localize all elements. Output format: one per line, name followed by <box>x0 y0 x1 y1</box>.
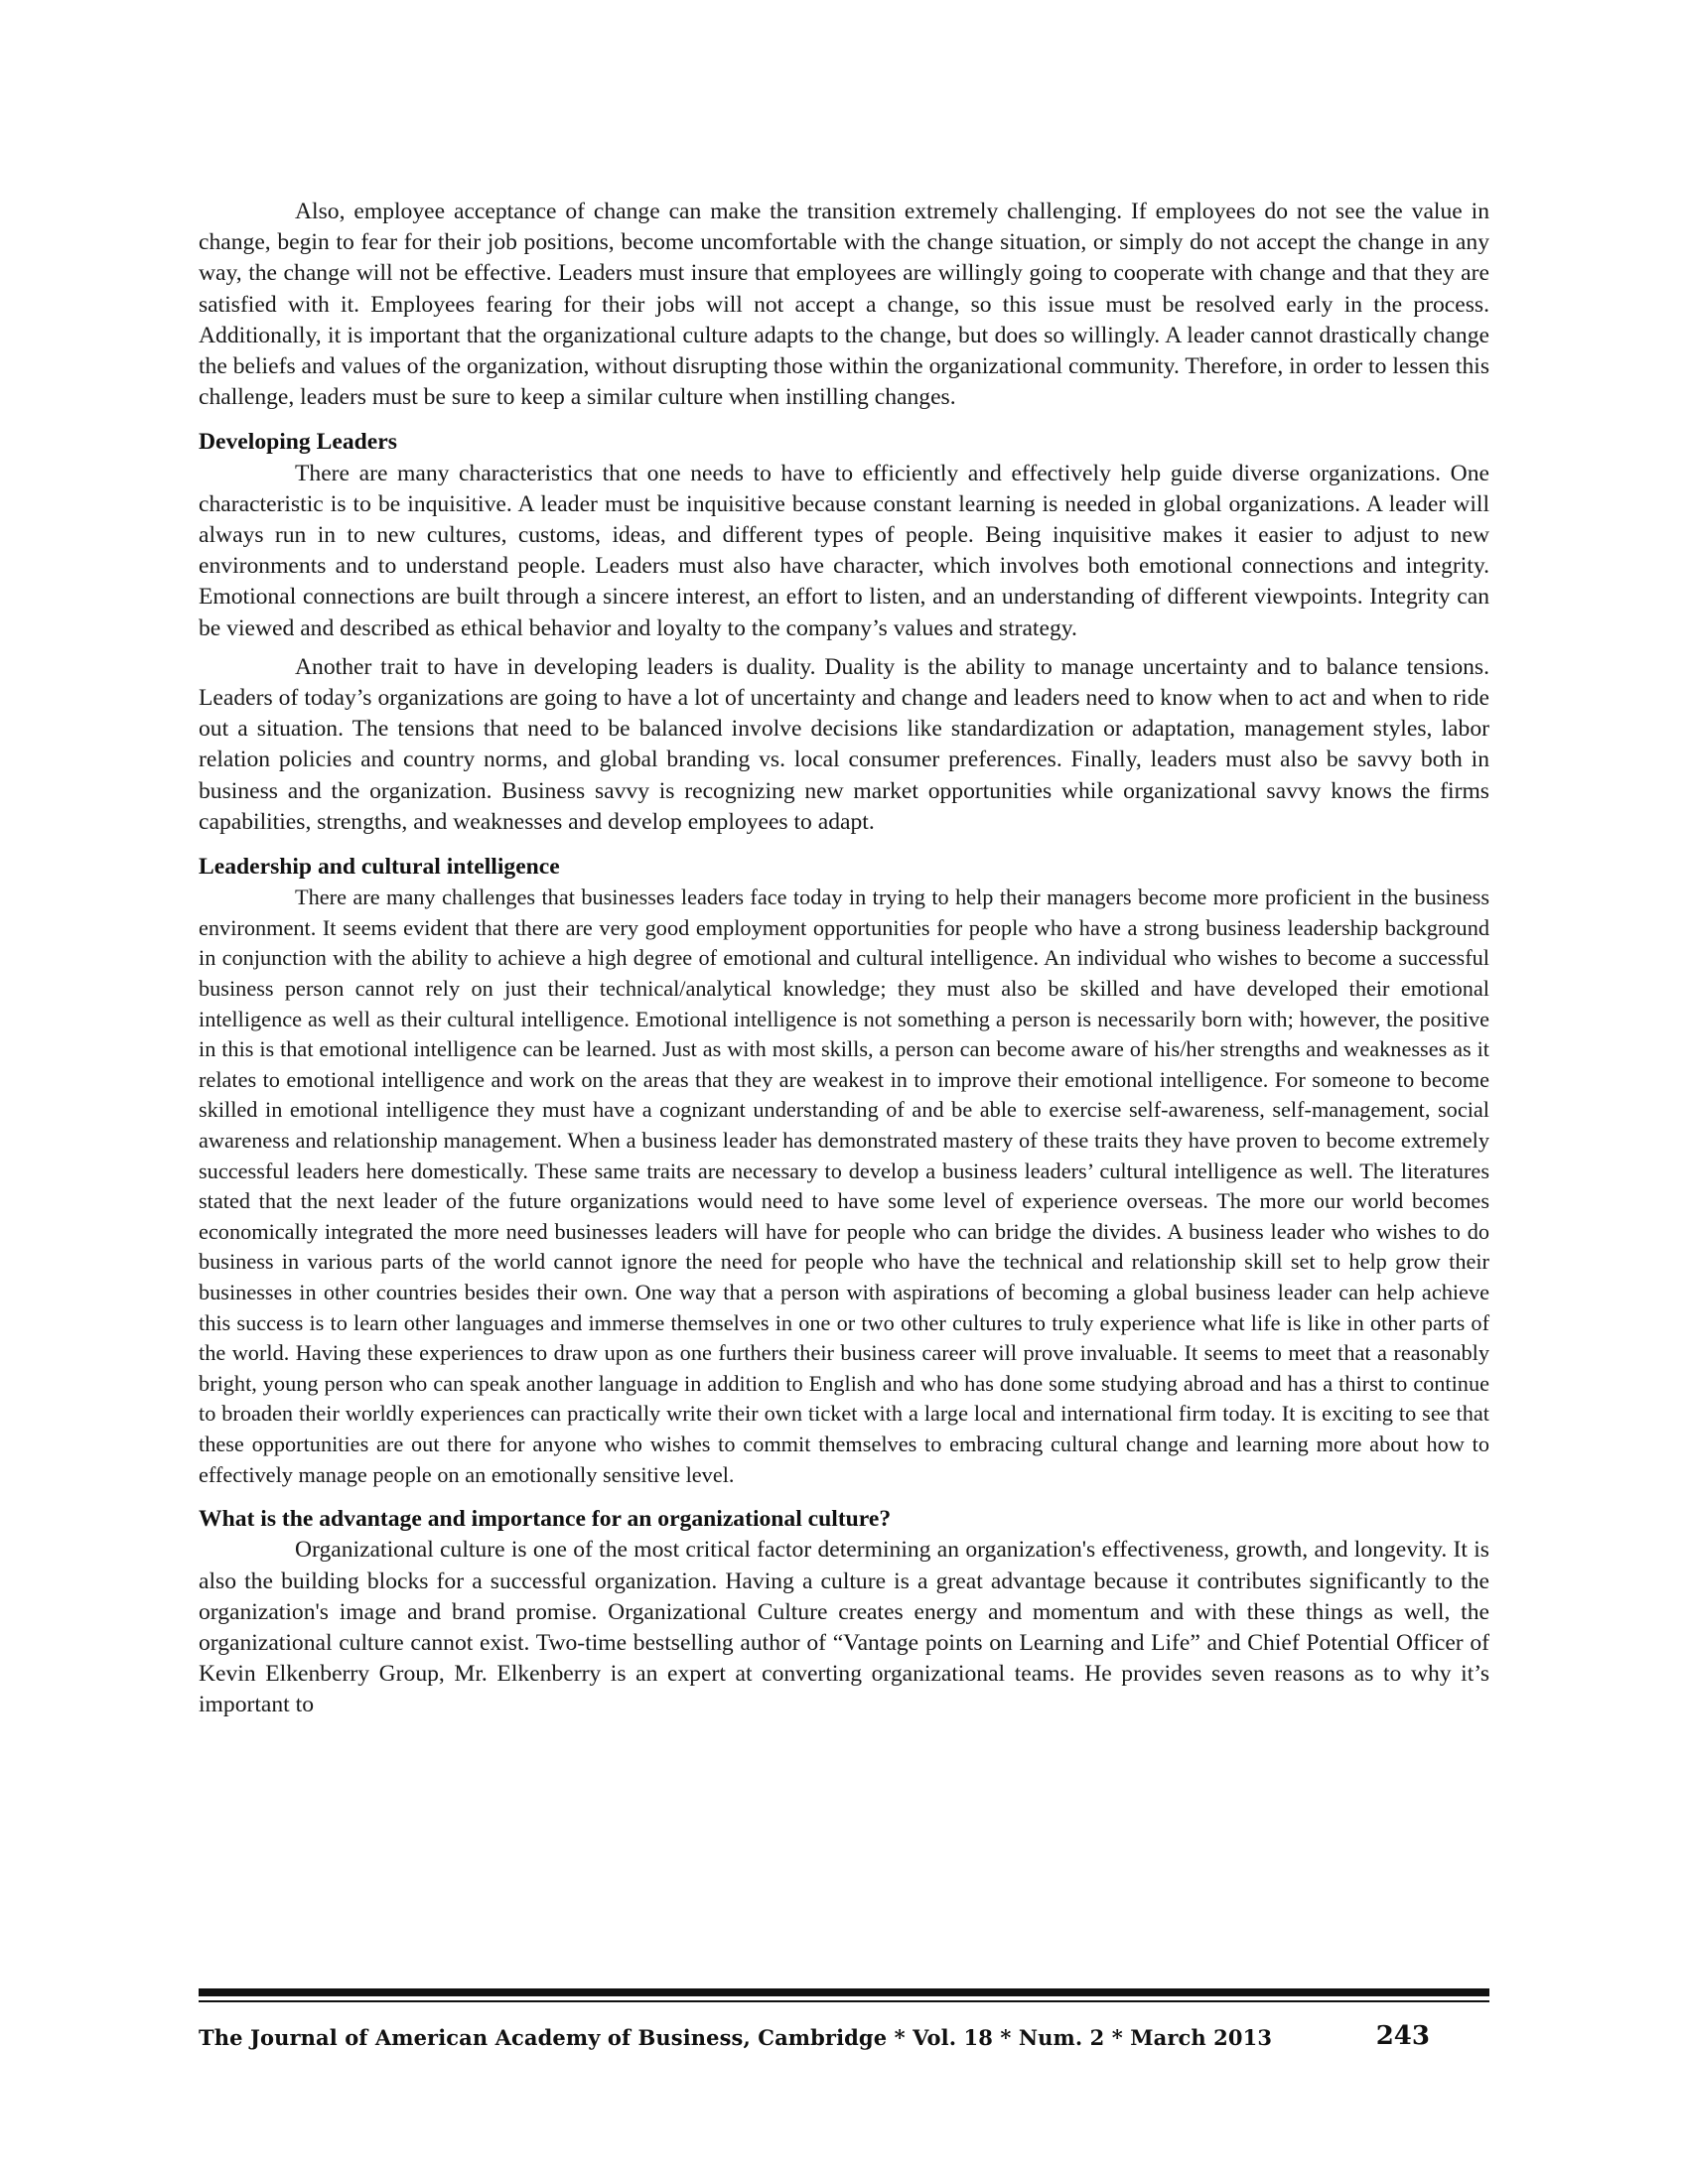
page-body <box>199 197 1489 1721</box>
section-heading-developing-leaders: Developing Leaders <box>199 429 397 456</box>
intro-paragraph: Also, employee acceptance of change can make the transition extremely challenging. If employees do not see the value in change, begin to fear for their job positions, become uncomfortable with the change situation, or simply do not accept the change in any way, the change will not be effective. Leaders must insure that employees are willingly going to cooperate with change and that they are satisfied with it. Employees fearing for their jobs will not accept a change, so this issue must be resolved early in the process. Additionally, it is important that the organizational culture adapts to the change, but does so willingly. A leader cannot drastically change the beliefs and values of the organization, without disrupting those within the organizational community. Therefore, in order to lessen this challenge, leaders must be sure to keep a similar culture when instilling changes. <box>199 199 1489 411</box>
section-heading-organizational-culture: What is the advantage and importance for an organizational culture? <box>199 1506 892 1533</box>
paragraph: Organizational culture is one of the most critical factor determining an organization's effectiveness, growth, and longevity. It is also the building blocks for a successful organization. Having a culture is a great advantage because it contributes significantly to the organization's image and brand promise. Organizational Culture creates energy and momentum and with these things as well, the organizational culture cannot exist. Two-time bestselling author of “Vantage points on Learning and Life” and Chief Potential Officer of Kevin Elkenberry Group, Mr. Elkenberry is an expert at converting organizational teams. He provides seven reasons as to why it’s important to <box>199 1537 1489 1718</box>
paragraph: Another trait to have in developing leaders is duality. Duality is the ability to manage uncertainty and to balance tensions. Leaders of today’s organizations are going to have a lot of uncertainty and change and leaders need to know when to act and when to ride out a situation. The tensions that need to be balanced involve decisions like standardization or adaptation, management styles, labor relation policies and country norms, and global branding vs. local consumer preferences. Finally, leaders must also be savvy both in business and the organization. Business savvy is recognizing new market opportunities while organizational savvy knows the firms capabilities, strengths, and weaknesses and develop employees to adapt. <box>199 653 1489 835</box>
page-number: 243 <box>1375 2021 1430 2051</box>
section-body <box>199 883 1489 1490</box>
section-heading-leadership-cultural-intelligence: Leadership and cultural intelligence <box>199 854 560 881</box>
paragraph: There are many characteristics that one needs to have to efficiently and effectively help guide diverse organizations. One characteristic is to be inquisitive. A leader must be inquisitive because constant learning is needed in global organizations. A leader will always run in to new cultures, customs, ideas, and different types of people. Being inquisitive makes it easier to adjust to new environments and to understand people. Leaders must also have character, which involves both emotional connections and integrity. Emotional connections are built through a sincere interest, an effort to listen, and an understanding of different viewpoints. Integrity can be viewed and described as ethical behavior and loyalty to the company’s values and strategy. <box>199 460 1489 641</box>
page-footer <box>199 2021 1489 2057</box>
paragraph: There are many challenges that businesses leaders face today in trying to help their managers become more proficient in the business environment. It seems evident that there are very good employment opportunities for people who have a strong business leadership background in conjunction with the ability to achieve a high degree of emotional and cultural intelligence. An individual who wishes to become a successful business person cannot rely on just their technical/analytical knowledge; they must also be skilled and have developed their emotional intelligence as well as their cultural intelligence. Emotional intelligence is not something a person is necessarily born with; however, the positive in this is that emotional intelligence can be learned. Just as with most skills, a person can become aware of his/her strengths and weaknesses as it relates to emotional intelligence and work on the areas that they are weakest in to improve their emotional intelligence. For someone to become skilled in emotional intelligence they must have a cognizant understanding of and be able to exercise self-awareness, self-management, social awareness and relationship management. When a business leader has demonstrated mastery of these traits they have proven to become extremely successful leaders here domestically. These same traits are necessary to develop a business leaders’ cultural intelligence as well. The literatures stated that the next leader of the future organizations would need to have some level of experience overseas. The more our world becomes economically integrated the more need businesses leaders will have for people who can bridge the divides. A business leader who wishes to do business in various parts of the world cannot ignore the need for people who have the technical and relationship skill set to help grow their businesses in other countries besides their own. One way that a person with aspirations of becoming a global business leader can help achieve this success is to learn other languages and immerse themselves in one or two other cultures to truly experience what life is like in other parts of the world. Having these experiences to draw upon as one furthers their business career will prove invaluable. It seems to meet that a reasonably bright, young person who can speak another language in addition to English and who has done some studying abroad and has a thirst to continue to broaden their worldly experiences can practically write their own ticket with a large local and international firm today. It is exciting to see that these opportunities are out there for anyone who wishes to commit themselves to embracing cultural change and learning more about how to effectively manage people on an emotionally sensitive level. <box>199 885 1489 1487</box>
footer-rule-thick <box>199 1988 1489 1996</box>
footer-rule-thin <box>199 2000 1489 2002</box>
journal-citation: The Journal of American Academy of Business, Cambridge * Vol. 18 * Num. 2 * March 2013 <box>199 2025 1273 2050</box>
